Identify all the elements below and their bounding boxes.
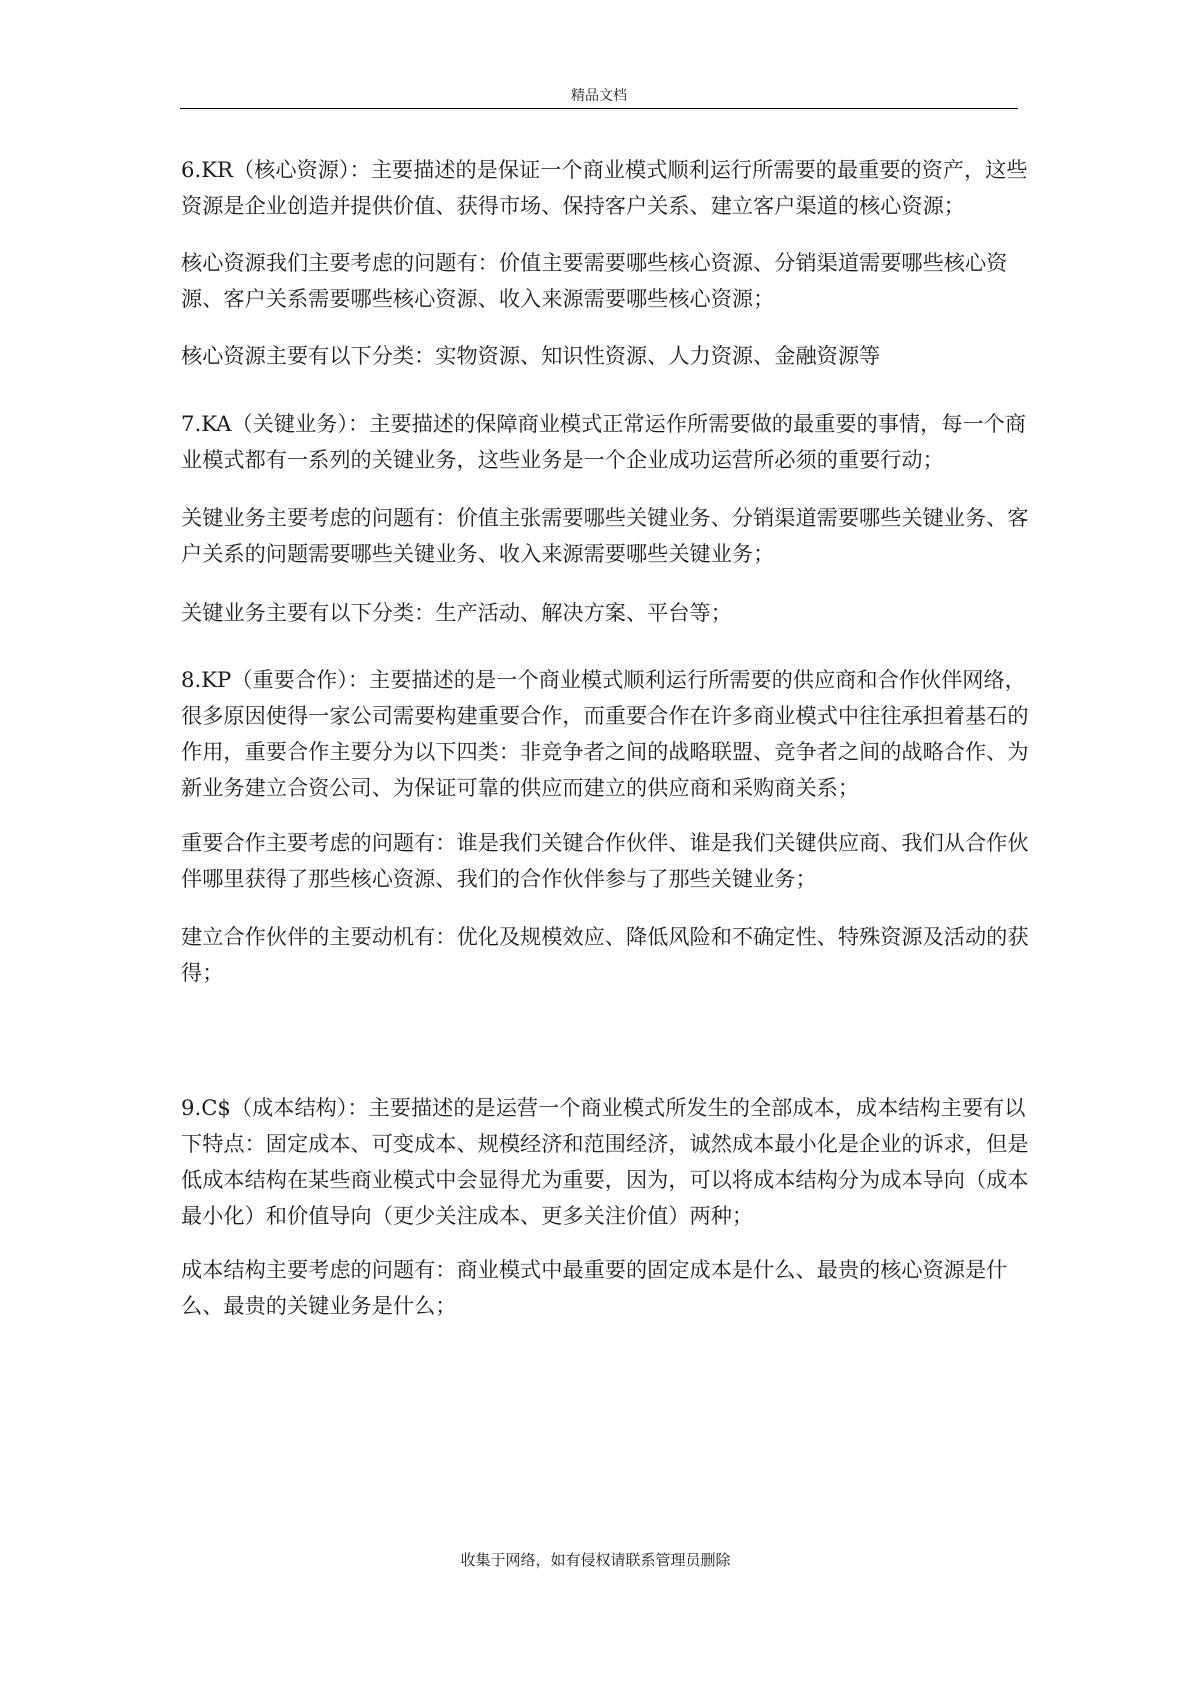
page-footer: 收集于网络，如有侵权请联系管理员删除 xyxy=(460,1551,731,1569)
text-line: 7.KA（关键业务）：主要描述的保障商业模式正常运作所需要做的最重要的事情，每一个商 xyxy=(181,411,1027,436)
text-line: 重要合作主要考虑的问题有：谁是我们关键合作伙伴、谁是我们关键供应商、我们从合作伙 xyxy=(181,830,1029,855)
paragraph-kp xyxy=(181,662,1029,806)
text-line: 最小化）和价值导向（更少关注成本、更多关注价值）两种； xyxy=(181,1203,754,1228)
text-line: 建立合作伙伴的主要动机有：优化及规模效应、降低风险和不确定性、特殊资源及活动的获 xyxy=(181,924,1029,949)
paragraph-kr-types xyxy=(181,338,880,374)
text-line: 很多原因使得一家公司需要构建重要合作，而重要合作在许多商业模式中往往承担着基石的 xyxy=(181,703,1029,728)
paragraph-kp-motives xyxy=(181,919,1029,991)
text-line: 关键业务主要有以下分类：生产活动、解决方案、平台等； xyxy=(181,600,732,625)
paragraph-cs xyxy=(181,1090,1029,1234)
text-line: 源、客户关系需要哪些核心资源、收入来源需要哪些核心资源； xyxy=(181,286,775,311)
paragraph-ka-questions xyxy=(181,500,1029,572)
text-line: 下特点：固定成本、可变成本、规模经济和范围经济，诚然成本最小化是企业的诉求，但是 xyxy=(181,1131,1029,1156)
text-line: 8.KP（重要合作）：主要描述的是一个商业模式顺利运行所需要的供应商和合作伙伴网络， xyxy=(181,667,1026,692)
page-header xyxy=(180,88,1018,109)
text-line: 得； xyxy=(181,960,224,985)
text-line: 业模式都有一系列的关键业务，这些业务是一个企业成功运营所必须的重要行动； xyxy=(181,447,944,472)
header-text: 精品文档 xyxy=(571,88,627,104)
text-line: 核心资源我们主要考虑的问题有：价值主要需要哪些核心资源、分销渠道需要哪些核心资 xyxy=(181,250,1008,275)
paragraph-ka xyxy=(181,406,1026,478)
text-line: 成本结构主要考虑的问题有：商业模式中最重要的固定成本是什么、最贵的核心资源是什 xyxy=(181,1257,1008,1282)
text-line: 伴哪里获得了那些核心资源、我们的合作伙伴参与了那些关键业务； xyxy=(181,866,817,891)
paragraph-ka-types xyxy=(181,595,732,631)
text-line: 关键业务主要考虑的问题有：价值主张需要哪些关键业务、分销渠道需要哪些关键业务、客 xyxy=(181,505,1029,530)
text-line: 资源是企业创造并提供价值、获得市场、保持客户关系、建立客户渠道的核心资源； xyxy=(181,193,965,218)
paragraph-kr xyxy=(181,152,1028,224)
text-line: 低成本结构在某些商业模式中会显得尤为重要，因为，可以将成本结构分为成本导向（成本 xyxy=(181,1167,1029,1192)
text-line: 6.KR（核心资源）：主要描述的是保证一个商业模式顺利运行所需要的最重要的资产，这些 xyxy=(181,157,1028,182)
text-line: 作用，重要合作主要分为以下四类：非竞争者之间的战略联盟、竞争者之间的战略合作、为 xyxy=(181,739,1029,764)
text-line: 核心资源主要有以下分类：实物资源、知识性资源、人力资源、金融资源等 xyxy=(181,343,881,368)
text-line: 么、最贵的关键业务是什么； xyxy=(181,1293,457,1318)
text-line: 新业务建立合资公司、为保证可靠的供应而建立的供应商和采购商关系； xyxy=(181,775,860,800)
text-line: 户关系的问题需要哪些关键业务、收入来源需要哪些关键业务； xyxy=(181,541,775,566)
paragraph-cs-questions xyxy=(181,1252,1007,1324)
paragraph-kr-questions xyxy=(181,245,1007,317)
text-line: 9.C$（成本结构）：主要描述的是运营一个商业模式所发生的全部成本，成本结构主要有以 xyxy=(181,1095,1026,1120)
paragraph-kp-questions xyxy=(181,825,1029,897)
